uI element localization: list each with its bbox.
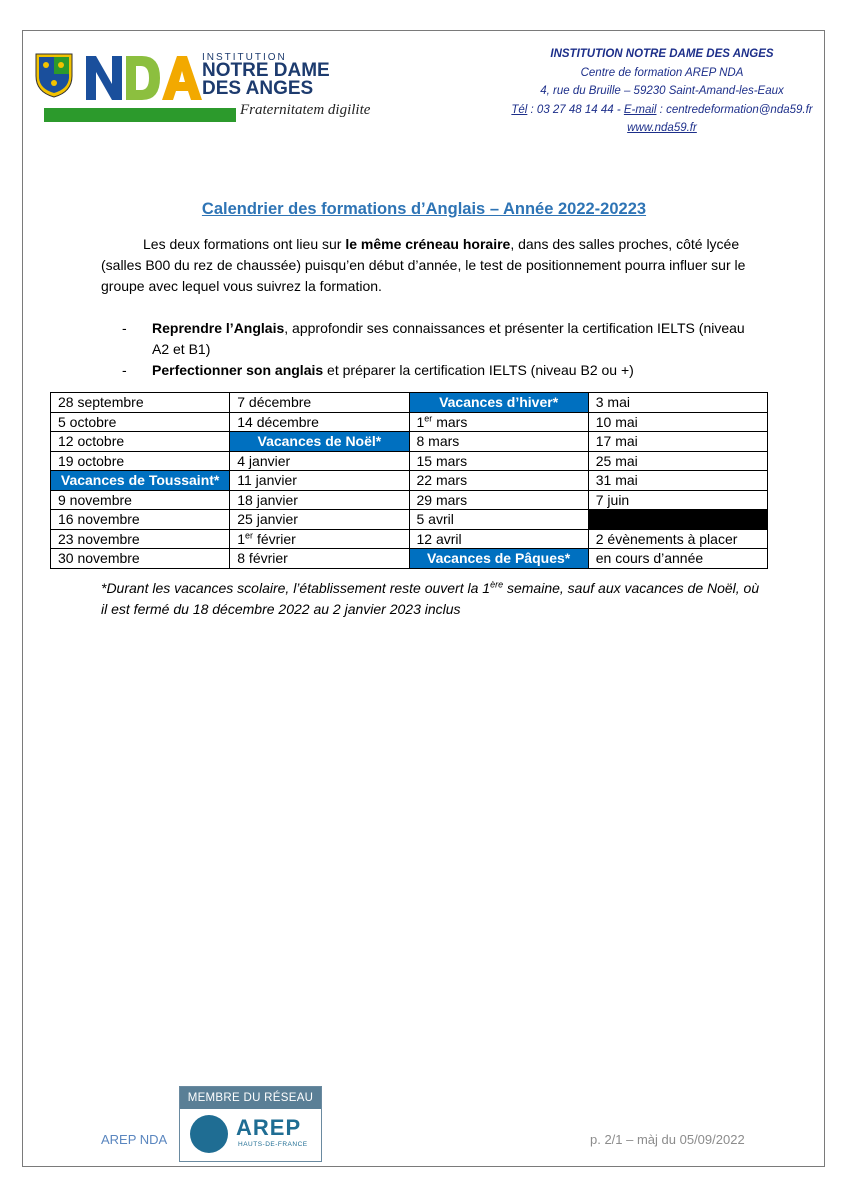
date-cell: 16 novembre xyxy=(51,510,230,530)
intro-part2: , dans des salles proches, côté lycée (salles B00 du rez de chaussée) puisqu’en début d’année, le test de positionnement pourra influer sur le groupe avec lequel vous suivrez la formation. xyxy=(101,236,746,294)
date-cell: 8 février xyxy=(230,549,409,569)
date-cell: 28 septembre xyxy=(51,393,230,413)
date-cell: 17 mai xyxy=(588,432,767,452)
intro-bold: le même créneau horaire xyxy=(345,236,511,252)
page-title: Calendrier des formations d’Anglais – Année 2022-20223 xyxy=(201,200,647,218)
list-item xyxy=(122,360,752,381)
date-cell: 9 novembre xyxy=(51,490,230,510)
header-address xyxy=(492,45,832,138)
bullet-text: et préparer la certification IELTS (niveau B2 ou +) xyxy=(323,362,634,378)
date-cell: 2 évènements à placer xyxy=(588,529,767,549)
arep-badge-name: AREP xyxy=(236,1115,302,1140)
table-row xyxy=(51,471,768,491)
logo-motto: Fraternitatem digilite xyxy=(240,102,371,118)
logo-big-text xyxy=(202,62,330,98)
note-part2: semaine, sauf aux vacances de Noël, où il est fermé du 18 décembre 2022 au 2 janvier 2023 inclus xyxy=(101,580,760,617)
logo-line-2: DES ANGES xyxy=(202,78,314,99)
date-cell: 7 juin xyxy=(588,490,767,510)
address-centre: Centre de formation AREP NDA xyxy=(580,66,744,79)
arep-badge-sub: HAUTS-DE-FRANCE xyxy=(238,1141,308,1148)
intro-paragraph xyxy=(101,234,751,297)
date-cell: 29 mars xyxy=(409,490,588,510)
date-cell: 7 décembre xyxy=(230,393,409,413)
date-cell: 25 mai xyxy=(588,451,767,471)
date-cell: 5 octobre xyxy=(51,412,230,432)
bullet-text: , approfondir ses connaissances et présenter la certification IELTS (niveau A2 et B1) xyxy=(152,320,745,357)
date-cell: 30 novembre xyxy=(51,549,230,569)
bullet-dash: - xyxy=(122,320,127,336)
date-cell: 1er février xyxy=(230,529,409,549)
logo-small-text: INSTITUTION xyxy=(202,52,287,63)
note-sup: ère xyxy=(490,579,504,590)
table-row xyxy=(51,510,768,530)
tel-value: : 03 27 48 14 44 - xyxy=(527,103,624,116)
address-contact xyxy=(492,101,832,120)
bullet-dash: - xyxy=(122,362,127,378)
date-cell: 11 janvier xyxy=(230,471,409,491)
arep-badge-top: MEMBRE DU RÉSEAU xyxy=(180,1087,321,1109)
vacation-cell: Vacances de Noël* xyxy=(230,432,409,452)
blank-cell xyxy=(588,510,767,530)
arep-badge xyxy=(179,1086,322,1162)
date-cell: 8 mars xyxy=(409,432,588,452)
note-part1: *Durant les vacances scolaire, l’établissement reste ouvert la 1 xyxy=(101,580,491,596)
calendar-table xyxy=(50,392,768,569)
address-street: 4, rue du Bruille – 59230 Saint-Amand-les-Eaux xyxy=(540,85,784,97)
date-cell: 15 mars xyxy=(409,451,588,471)
logo-line-1: NOTRE DAME xyxy=(202,60,330,81)
website-link[interactable]: www.nda59.fr xyxy=(627,122,697,134)
bullet-bold: Perfectionner son anglais xyxy=(152,362,324,378)
date-cell: 18 janvier xyxy=(230,490,409,510)
address-institution: INSTITUTION NOTRE DAME DES ANGES xyxy=(550,48,774,60)
date-cell: 12 avril xyxy=(409,529,588,549)
table-row xyxy=(51,451,768,471)
table-row xyxy=(51,529,768,549)
date-cell: 23 novembre xyxy=(51,529,230,549)
vacation-cell: Vacances d’hiver* xyxy=(409,393,588,413)
table-row xyxy=(51,549,768,569)
vacation-cell: Vacances de Toussaint* xyxy=(51,471,230,491)
date-cell: 25 janvier xyxy=(230,510,409,530)
logo-green-bar xyxy=(44,108,236,122)
date-cell: 3 mai xyxy=(588,393,767,413)
bullet-bold: Reprendre l’Anglais xyxy=(152,320,285,336)
date-cell: en cours d’année xyxy=(588,549,767,569)
footer-right: p. 2/1 – màj du 05/09/2022 xyxy=(590,1132,745,1147)
table-row xyxy=(51,432,768,452)
table-row xyxy=(51,490,768,510)
date-cell: 14 décembre xyxy=(230,412,409,432)
table-row xyxy=(51,412,768,432)
email-label[interactable]: E-mail xyxy=(623,103,657,116)
date-cell: 22 mars xyxy=(409,471,588,491)
date-cell: 4 janvier xyxy=(230,451,409,471)
date-cell: 1er mars xyxy=(409,412,588,432)
email-value[interactable]: : centredeformation@nda59.fr xyxy=(656,103,813,116)
institution-logo xyxy=(34,48,404,128)
footer-left: AREP NDA xyxy=(101,1132,168,1147)
table-row xyxy=(51,393,768,413)
formation-list xyxy=(122,318,752,381)
date-cell: 12 octobre xyxy=(51,432,230,452)
tel-label: Tél xyxy=(511,103,528,116)
intro-part1: Les deux formations ont lieu sur xyxy=(143,236,346,252)
date-cell: 19 octobre xyxy=(51,451,230,471)
vacation-note xyxy=(101,578,761,620)
vacation-cell: Vacances de Pâques* xyxy=(409,549,588,569)
date-cell: 31 mai xyxy=(588,471,767,491)
nda-letters-icon xyxy=(82,48,202,104)
date-cell: 10 mai xyxy=(588,412,767,432)
list-item xyxy=(122,318,752,360)
date-cell: 5 avril xyxy=(409,510,588,530)
coat-of-arms-icon xyxy=(34,52,74,98)
arep-logo-icon xyxy=(190,1115,228,1153)
